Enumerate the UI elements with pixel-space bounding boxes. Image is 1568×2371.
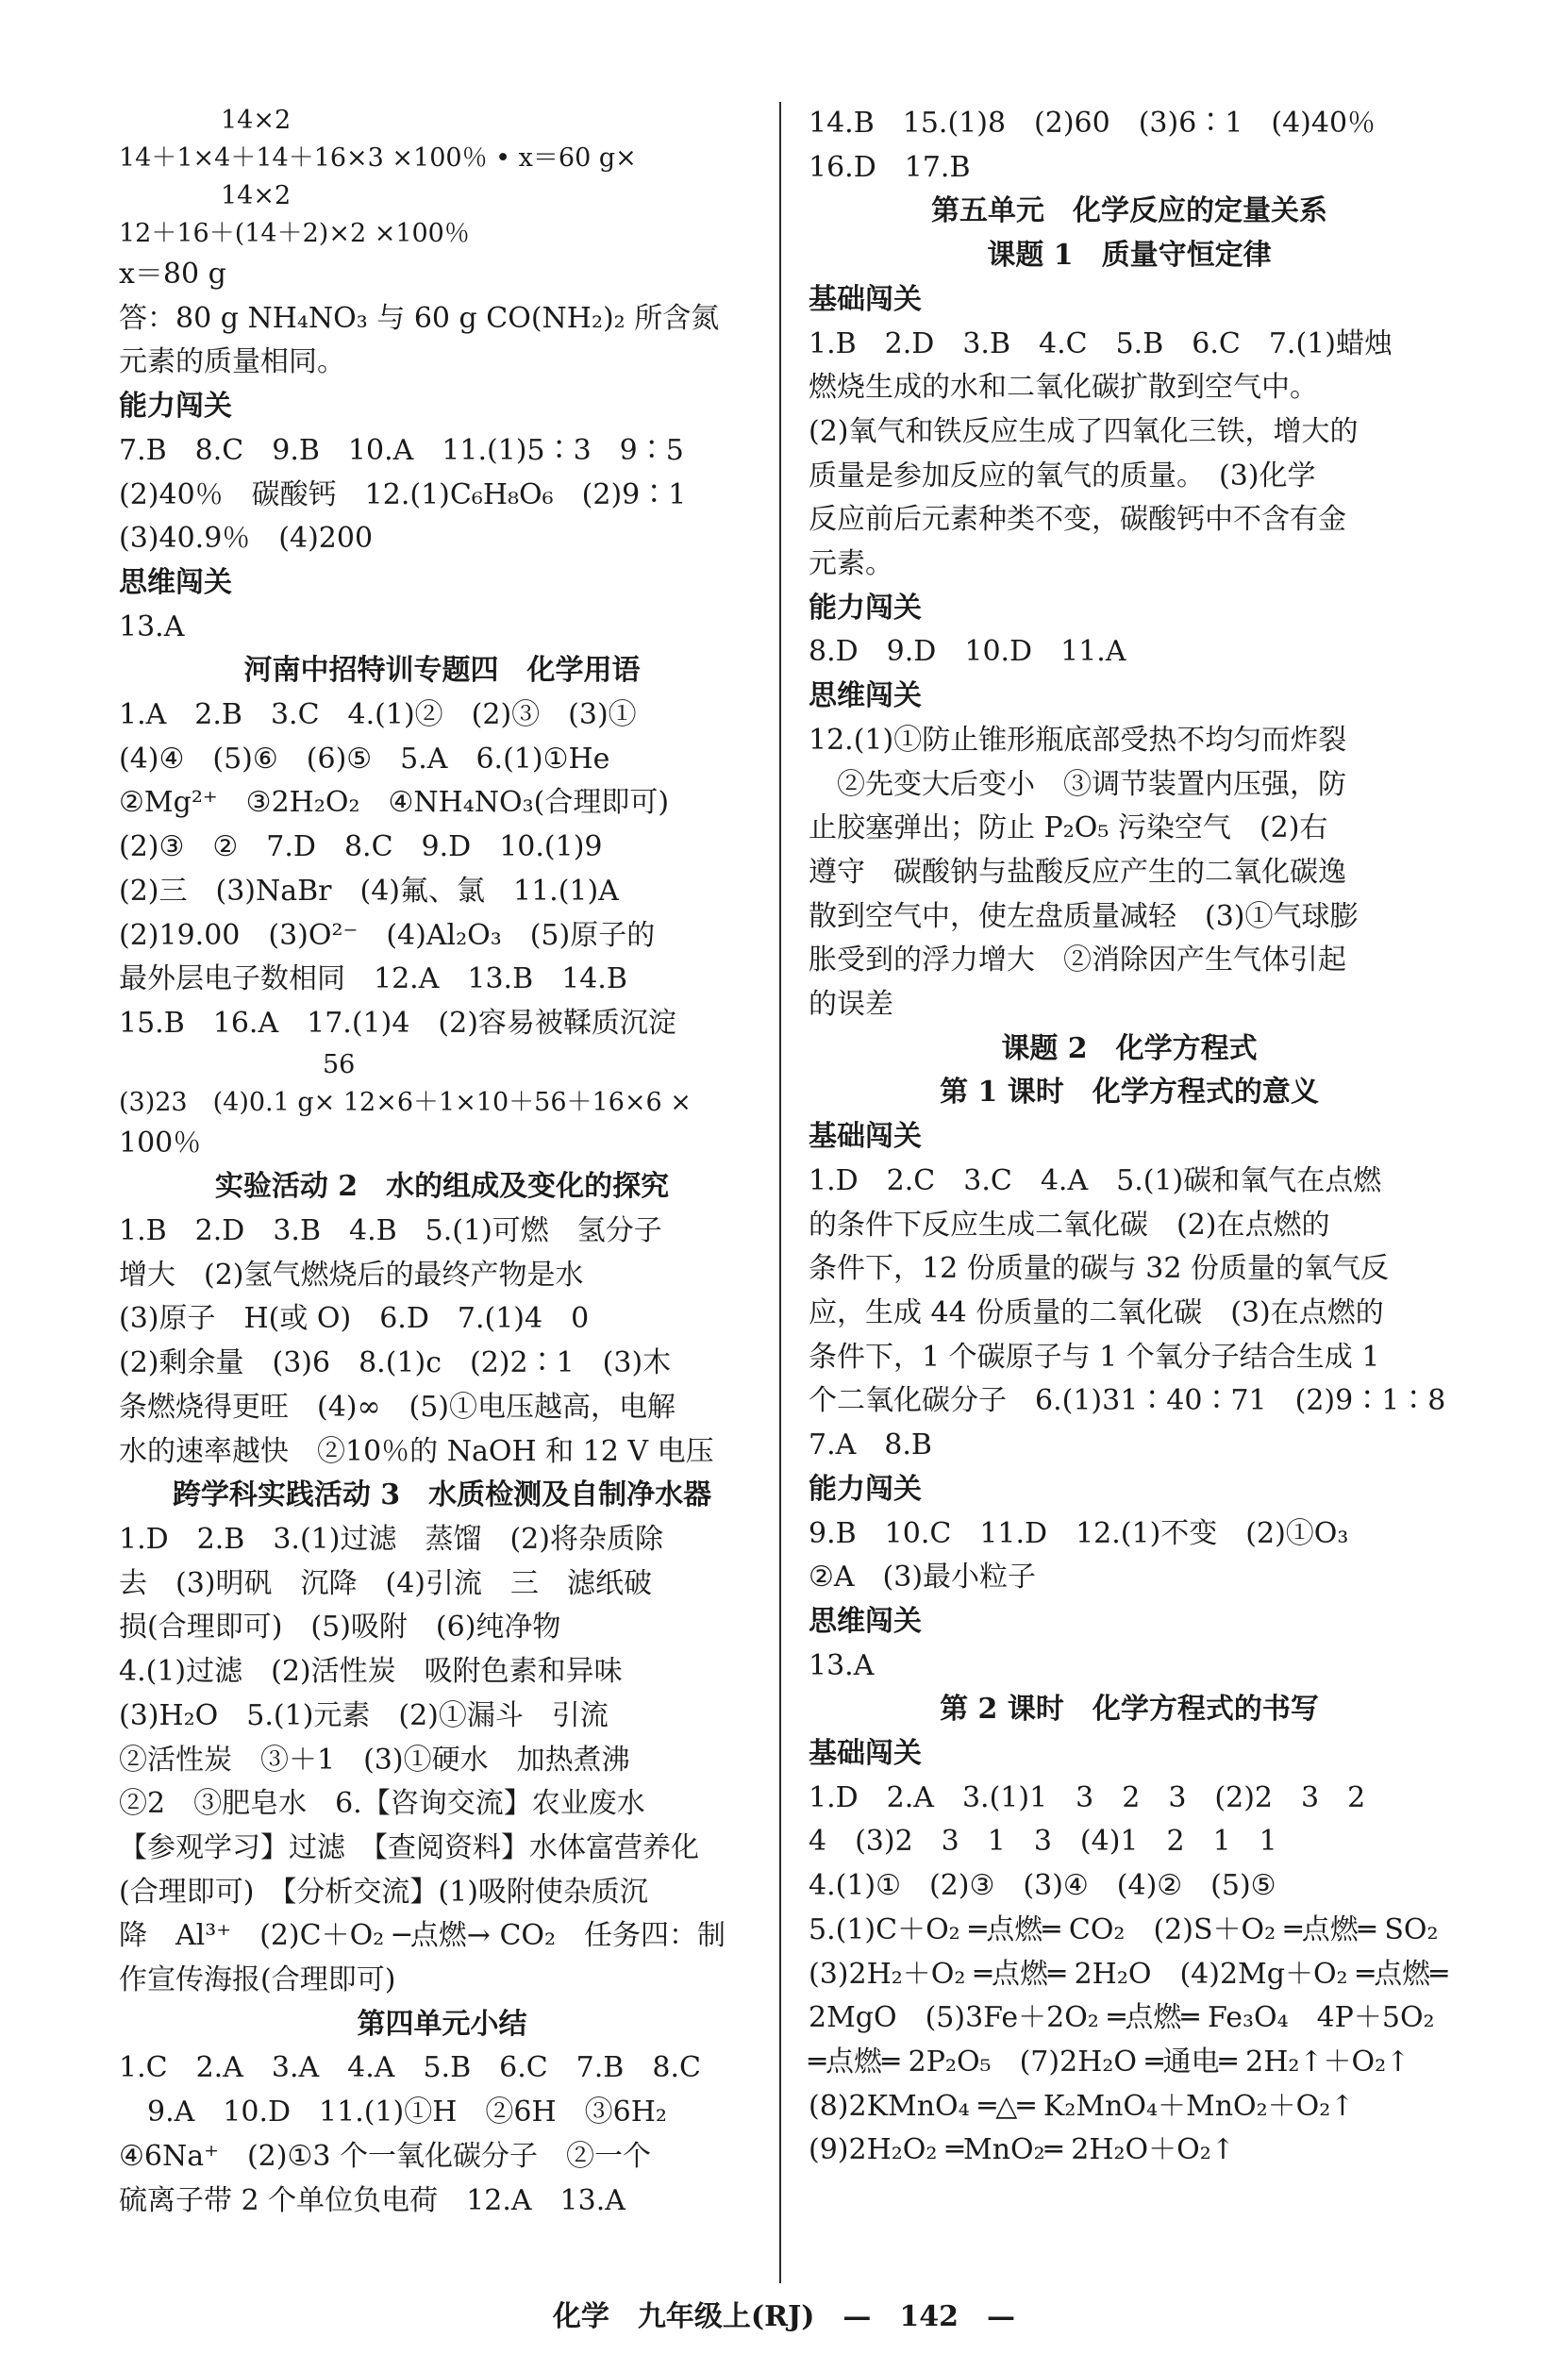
answer-line: 散到空气中，使左盘质量减轻 (3)①气球膨 <box>809 899 1359 933</box>
answer-line: 13.A <box>809 1648 875 1682</box>
answer-line: 的误差 <box>809 988 893 1022</box>
answer-line: 14.B 15.(1)8 (2)60 (3)6∶1 (4)40％ <box>809 107 1376 140</box>
answer-line: ═点燃═ 2P₂O₅ (7)2H₂O ═通电═ 2H₂↑＋O₂↑ <box>809 2045 1410 2079</box>
answer-line: (3)原子 H(或 O) 6.D 7.(1)4 0 <box>119 1302 590 1336</box>
section-label: 能力闯关 <box>119 390 232 424</box>
answer-line: 13.A <box>119 609 185 643</box>
answer-line: (2)氧气和铁反应生成了四氧化三铁，增大的 <box>809 414 1359 448</box>
answer-line: (3)40.9％ (4)200 <box>119 522 374 556</box>
answer-line: 16.D 17.B <box>809 150 971 184</box>
answer-line: 降 Al³⁺ (2)C＋O₂ ─点燃→ CO₂ 任务四：制 <box>119 1919 726 1953</box>
page-footer: 化学 九年级上(RJ) — 142 — <box>552 2300 1016 2333</box>
answer-line: 7.A 8.B <box>809 1428 932 1462</box>
answer-line: 9.B 10.C 11.D 12.(1)不变 (2)①O₃ <box>809 1516 1349 1550</box>
answer-line: (4)④ (5)⑥ (6)⑤ 5.A 6.(1)①He <box>119 742 610 776</box>
section-label: 思维闯关 <box>119 565 232 599</box>
answer-line: (3)H₂O 5.(1)元素 (2)①漏斗 引流 <box>119 1698 609 1732</box>
answer-line: 100％ <box>119 1126 202 1160</box>
formula-line: (3)23 (4)0.1 g× 12×6＋1×10＋56＋16×6 × <box>119 1087 692 1117</box>
answer-line: 条件下，1 个碳原子与 1 个氧分子结合生成 1 <box>809 1340 1380 1374</box>
section-heading: 第四单元小结 <box>357 2007 527 2041</box>
answer-line: 应，生成 44 份质量的二氧化碳 (3)在点燃的 <box>809 1295 1384 1329</box>
answer-line: 条件下，12 份质量的碳与 32 份质量的氧气反 <box>809 1252 1389 1286</box>
section-label: 基础闯关 <box>809 282 922 316</box>
answer-line: (2)40％ 碳酸钙 12.(1)C₆H₈O₆ (2)9∶1 <box>119 477 687 511</box>
section-label: 思维闯关 <box>809 1604 922 1638</box>
answer-line: 止胶塞弹出；防止 P₂O₅ 污染空气 (2)右 <box>809 811 1328 845</box>
section-heading: 第五单元 化学反应的定量关系 <box>931 194 1327 228</box>
answer-line: 1.D 2.C 3.C 4.A 5.(1)碳和氧气在点燃 <box>809 1163 1382 1197</box>
answer-line: ②Mg²⁺ ③2H₂O₂ ④NH₄NO₃(合理即可) <box>119 786 670 820</box>
answer-line: 个二氧化碳分子 6.(1)31∶40∶71 (2)9∶1∶8 <box>809 1384 1446 1418</box>
answer-line: (2)③ ② 7.D 8.C 9.D 10.(1)9 <box>119 830 603 864</box>
answer-line: 作宣传海报(合理即可) <box>119 1963 396 1997</box>
answer-line: 去 (3)明矾 沉降 (4)引流 三 滤纸破 <box>119 1566 652 1600</box>
answer-line: 条燃烧得更旺 (4)∞ (5)①电压越高，电解 <box>119 1390 676 1424</box>
answer-line: 最外层电子数相同 12.A 13.B 14.B <box>119 962 627 996</box>
answer-line: 4.(1)过滤 (2)活性炭 吸附色素和异味 <box>119 1655 623 1689</box>
formula-line: 14×2 <box>119 106 292 135</box>
answer-line: (8)2KMnO₄ ═△═ K₂MnO₄＋MnO₂＋O₂↑ <box>809 2089 1355 2123</box>
answer-line: 硫离子带 2 个单位负电荷 12.A 13.A <box>119 2183 626 2217</box>
answer-line: 5.(1)C＋O₂ ═点燃═ CO₂ (2)S＋O₂ ═点燃═ SO₂ <box>809 1912 1439 1946</box>
section-heading: 第 2 课时 化学方程式的书写 <box>940 1693 1319 1727</box>
answer-line: 增大 (2)氢气燃烧后的最终产物是水 <box>119 1258 584 1292</box>
answer-line: 遵守 碳酸钠与盐酸反应产生的二氧化碳逸 <box>809 855 1346 889</box>
answer-line: x＝80 g <box>119 258 226 291</box>
answer-line: 答：80 g NH₄NO₃ 与 60 g CO(NH₂)₂ 所含氮 <box>119 301 720 335</box>
answer-line: (2)19.00 (3)O²⁻ (4)Al₂O₃ (5)原子的 <box>119 918 656 952</box>
answer-line: 质量是参加反应的氧气的质量。 (3)化学 <box>809 459 1316 493</box>
left-column <box>119 102 765 2223</box>
answer-line: (9)2H₂O₂ ═MnO₂═ 2H₂O＋O₂↑ <box>809 2133 1235 2167</box>
section-label: 基础闯关 <box>809 1737 922 1771</box>
section-label: 思维闯关 <box>809 679 922 713</box>
answer-line: ②先变大后变小 ③调节装置内压强，防 <box>809 767 1346 801</box>
answer-line: 反应前后元素种类不变，碳酸钙中不含有金 <box>809 503 1346 537</box>
answer-line: 燃烧生成的水和二氧化碳扩散到空气中。 <box>809 371 1318 405</box>
answer-line: 12.(1)①防止锥形瓶底部受热不均匀而炸裂 <box>809 723 1347 757</box>
answer-line: 8.D 9.D 10.D 11.A <box>809 635 1126 669</box>
section-heading: 课题 1 质量守恒定律 <box>987 239 1272 273</box>
formula-line: 56 <box>119 1049 356 1079</box>
right-column <box>809 102 1450 2173</box>
answer-line: ②活性炭 ③＋1 (3)①硬水 加热煮沸 <box>119 1743 630 1777</box>
answer-line: 9.A 10.D 11.(1)①H ②6H ③6H₂ <box>119 2095 667 2129</box>
answer-line: ④6Na⁺ (2)①3 个一氧化碳分子 ②一个 <box>119 2139 651 2173</box>
answer-line: (2)三 (3)NaBr (4)氟、氯 11.(1)A <box>119 874 619 908</box>
answer-line: (2)剩余量 (3)6 8.(1)c (2)2∶1 (3)木 <box>119 1346 672 1380</box>
answer-line: 1.B 2.D 3.B 4.B 5.(1)可燃 氢分子 <box>119 1214 662 1248</box>
answer-line: 1.A 2.B 3.C 4.(1)② (2)③ (3)① <box>119 698 637 732</box>
formula-line: 12＋16＋(14＋2)×2 ×100％ <box>119 219 470 248</box>
section-heading: 实验活动 2 水的组成及变化的探究 <box>214 1170 670 1204</box>
answer-line: 的条件下反应生成二氧化碳 (2)在点燃的 <box>809 1208 1330 1242</box>
answer-line: 元素的质量相同。 <box>119 345 345 379</box>
section-label: 基础闯关 <box>809 1120 922 1154</box>
answer-line: (3)2H₂＋O₂ ═点燃═ 2H₂O (4)2Mg＋O₂ ═点燃═ <box>809 1957 1448 1991</box>
answer-line: 1.D 2.A 3.(1)1 3 2 3 (2)2 3 2 <box>809 1780 1366 1814</box>
answer-line: 15.B 16.A 17.(1)4 (2)容易被鞣质沉淀 <box>119 1006 676 1040</box>
section-heading: 河南中招特训专题四 化学用语 <box>243 654 641 688</box>
answer-line: 【参观学习】过滤 【查阅资料】水体富营养化 <box>119 1830 699 1864</box>
answer-line: 胀受到的浮力增大 ②消除因产生气体引起 <box>809 943 1346 977</box>
answer-line: 1.C 2.A 3.A 4.A 5.B 6.C 7.B 8.C <box>119 2051 701 2085</box>
answer-line: 1.B 2.D 3.B 4.C 5.B 6.C 7.(1)蜡烛 <box>809 326 1393 360</box>
answer-line: (合理即可) 【分析交流】(1)吸附使杂质沉 <box>119 1875 648 1909</box>
formula-line: 14×2 <box>119 181 292 210</box>
answer-line: 2MgO (5)3Fe＋2O₂ ═点燃═ Fe₃O₄ 4P＋5O₂ <box>809 2001 1435 2035</box>
answer-line: 7.B 8.C 9.B 10.A 11.(1)5∶3 9∶5 <box>119 433 684 467</box>
answer-line: 元素。 <box>809 547 893 581</box>
section-heading: 跨学科实践活动 3 水质检测及自制净水器 <box>172 1478 712 1512</box>
column-divider <box>779 102 781 2283</box>
section-label: 能力闯关 <box>809 591 922 625</box>
answer-line: ②A (3)最小粒子 <box>809 1561 1037 1595</box>
answer-line: 损(合理即可) (5)吸附 (6)纯净物 <box>119 1611 561 1645</box>
answer-line: 1.D 2.B 3.(1)过滤 蒸馏 (2)将杂质除 <box>119 1522 663 1556</box>
section-heading: 第 1 课时 化学方程式的意义 <box>940 1076 1319 1110</box>
formula-line: 14＋1×4＋14＋16×3 ×100％ • x＝60 g× <box>119 143 637 173</box>
answer-line: 水的速率越快 ②10％的 NaOH 和 12 V 电压 <box>119 1434 714 1468</box>
answer-line: 4 (3)2 3 1 3 (4)1 2 1 1 <box>809 1825 1277 1859</box>
section-label: 能力闯关 <box>809 1472 922 1506</box>
answer-line: ②2 ③肥皂水 6.【咨询交流】农业废水 <box>119 1787 645 1821</box>
answer-line: 4.(1)① (2)③ (3)④ (4)② (5)⑤ <box>809 1869 1276 1903</box>
section-heading: 课题 2 化学方程式 <box>1001 1031 1258 1065</box>
